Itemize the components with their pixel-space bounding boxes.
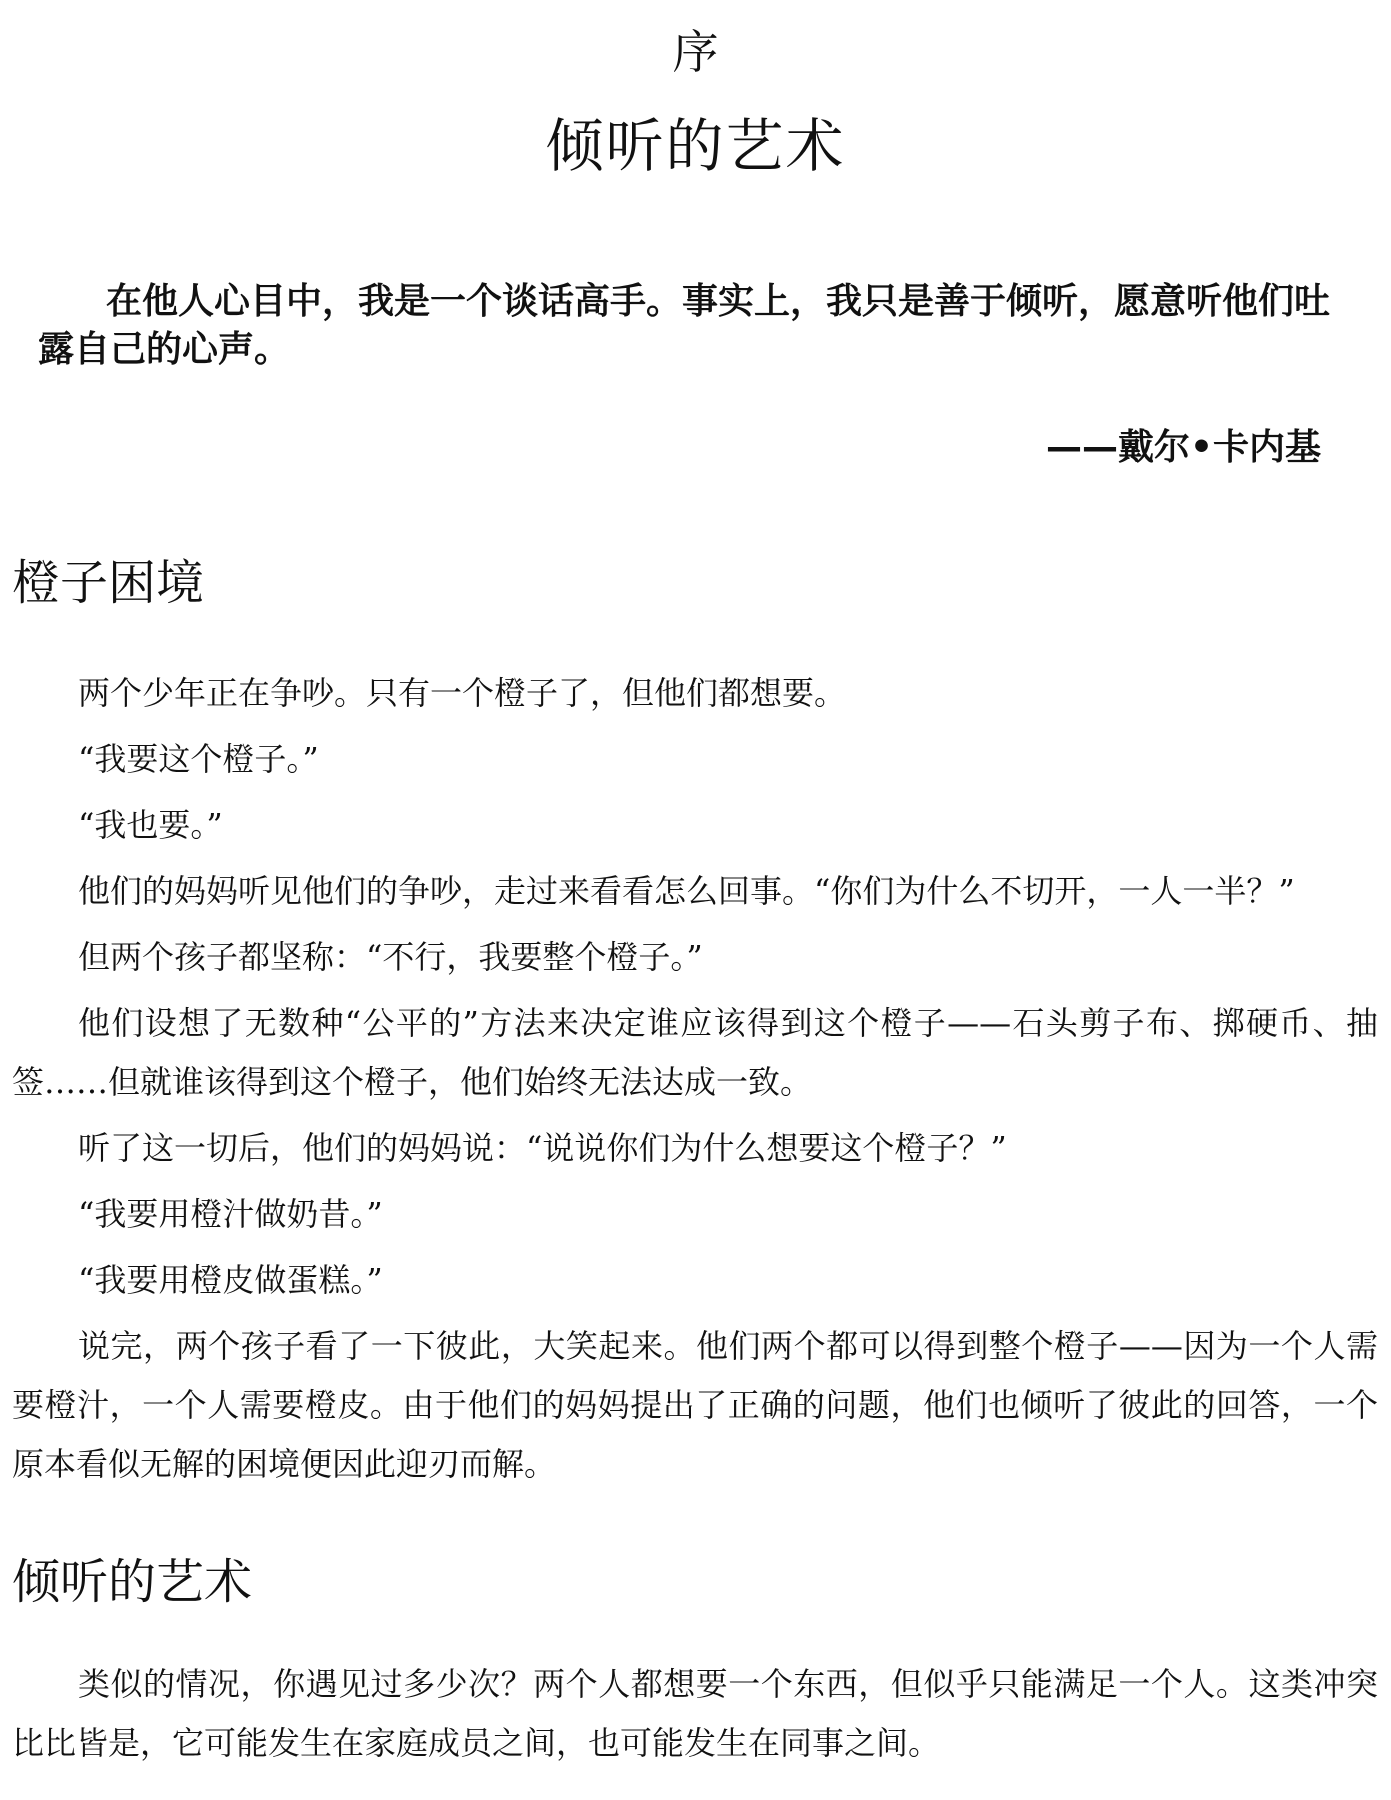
paragraph: 说完，两个孩子看了一下彼此，大笑起来。他们两个都可以得到整个橙子——因为一个人需要橙汁，一个人需要橙皮。由于他们的妈妈提出了正确的问题，他们也倾听了彼此的回答，一个原本看似无解的困境便因此迎刃而解。: [12, 1327, 1378, 1483]
paragraph: 两个少年正在争吵。只有一个橙子了，但他们都想要。: [78, 674, 847, 712]
paragraph: 听了这一切后，他们的妈妈说：“说说你们为什么想要这个橙子？”: [78, 1129, 1007, 1167]
paragraph: 但两个孩子都坚称：“不行，我要整个橙子。”: [78, 938, 703, 976]
paragraph: “我要用橙汁做奶昔。”: [78, 1195, 383, 1233]
section-heading-orange-dilemma: 橙子困境: [12, 555, 205, 611]
paragraph: 他们设想了无数种“公平的”方法来决定谁应该得到这个橙子——石头剪子布、掷硬币、抽签……但就谁该得到这个橙子，他们始终无法达成一致。: [12, 1004, 1378, 1101]
paragraph: 他们的妈妈听见他们的争吵，走过来看看怎么回事。“你们为什么不切开，一人一半？”: [78, 872, 1295, 910]
section-body-art-of-listening: [12, 1655, 1378, 1780]
paragraph: “我也要。”: [78, 806, 223, 844]
epigraph-quote: 在他人心目中，我是一个谈话高手。事实上，我只是善于倾听，愿意听他们吐露自己的心声。: [38, 281, 1331, 370]
section-heading-art-of-listening: 倾听的艺术: [12, 1554, 253, 1610]
page-title: 倾听的艺术: [545, 112, 846, 180]
paragraph: “我要这个橙子。”: [78, 740, 319, 778]
paragraph: “我要用橙皮做蛋糕。”: [78, 1261, 383, 1299]
preface-label: 序: [672, 25, 719, 79]
epigraph-attribution: ——戴尔•卡内基: [1045, 427, 1321, 468]
paragraph: 类似的情况，你遇见过多少次？两个人都想要一个东西，但似乎只能满足一个人。这类冲突比比皆是，它可能发生在家庭成员之间，也可能发生在同事之间。: [12, 1665, 1378, 1762]
section-body-orange-dilemma: [12, 664, 1378, 1501]
